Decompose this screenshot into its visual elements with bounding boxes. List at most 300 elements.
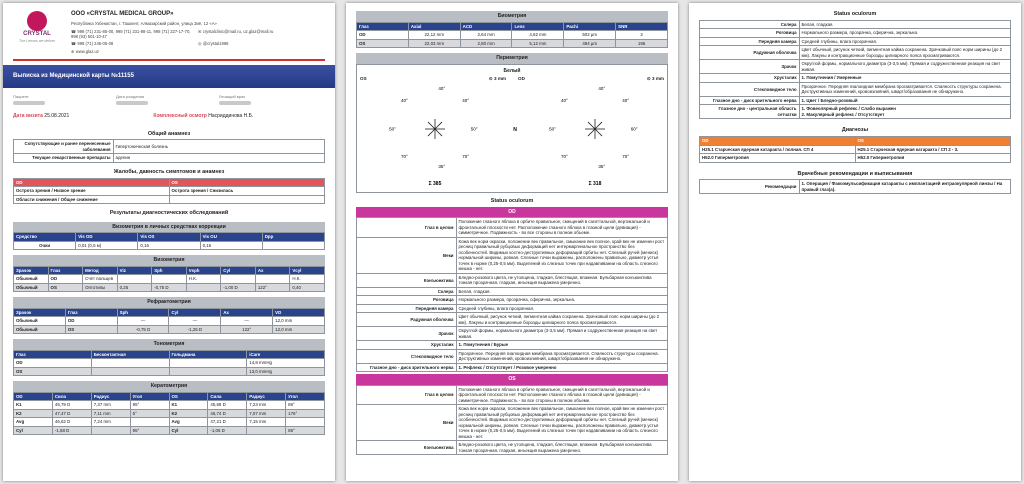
diagnoses-table bbox=[699, 136, 1011, 163]
col-header: ACD bbox=[460, 22, 512, 31]
diagnosis-od: H25.1 Старческая ядерная катаракта / полная. СП 4 bbox=[700, 145, 856, 154]
cell: 7,15 mm bbox=[247, 418, 286, 427]
refracto-table bbox=[13, 308, 325, 335]
status-value: Кожа век норм окраски, положение век правильное, смыкание век полное, край век не изменен рост ресниц правильный рубцовых деформаций нет интермаргинальное пространство без особенностей. Видимых костно-деструктивных деформаций орбиты нет. Слезный ручей (мениск) нормальной ширины, ровная. Слезные точки выражены, расположены правильно, диаметр устья точек в норме (0,25-0,5 мм). Выделений из слезных точек при надавливании на область слезного мешка - нет. bbox=[456, 237, 667, 273]
col-header: Сила bbox=[52, 392, 91, 401]
phones-1: ☎ 998 (71) 231-85-00, 998 (71) 231-88-11, 998 (71) 227-17-70, 998 (93) 501-10-47 bbox=[71, 28, 191, 39]
cell: 7,23 mm bbox=[247, 401, 286, 410]
cell: K1 bbox=[14, 401, 53, 410]
page-2 bbox=[346, 3, 678, 481]
eye-logo-icon bbox=[27, 11, 47, 31]
phones-1-text: 998 (71) 231-85-00, 998 (71) 231-88-11, 998 (71) 227-17-70, 998 (93) 501-10-47 bbox=[71, 28, 191, 39]
perimetry-ray bbox=[588, 129, 595, 136]
col-header: Метод bbox=[83, 266, 118, 275]
cell: 46,74 D bbox=[208, 409, 247, 418]
status-row bbox=[357, 363, 668, 372]
table-row bbox=[14, 359, 325, 368]
recommendations-table bbox=[699, 179, 1011, 194]
complaints-title: Жалобы, давность симптомов и анамнез bbox=[113, 168, 225, 175]
status-row bbox=[357, 405, 668, 441]
status-value: 1. Помутнения / Умеренные bbox=[799, 74, 1010, 83]
cell: 2 bbox=[616, 31, 668, 40]
perimetry-ray bbox=[595, 122, 602, 129]
status-row bbox=[357, 237, 668, 273]
cell bbox=[186, 283, 221, 292]
logo-name: CRYSTAL bbox=[23, 31, 51, 37]
perimetry-os-label: OS bbox=[360, 75, 367, 81]
col-header: Бесконтактная bbox=[91, 350, 169, 359]
col-header: Vis OS bbox=[138, 233, 200, 242]
cell: -1,06 D bbox=[208, 426, 247, 435]
status-key: Зрачок bbox=[700, 60, 800, 74]
status-row bbox=[700, 46, 1011, 60]
complaints-od-header: OD bbox=[14, 178, 170, 187]
status-row bbox=[357, 441, 668, 455]
visit-date: 25.08.2021 bbox=[44, 113, 70, 120]
cell: 122° bbox=[221, 325, 273, 334]
diagnosis-os: H25.1 Старческая ядерная катаракта / СП 2 - 3. bbox=[855, 145, 1011, 154]
social[interactable]: ◎ @crystal1998 bbox=[198, 41, 229, 47]
perimetry-os-total: Σ 385 bbox=[428, 181, 442, 188]
perimetry-angle-label: 40° bbox=[622, 98, 630, 104]
cell: 5° bbox=[130, 409, 169, 418]
cell: 95° bbox=[130, 426, 169, 435]
col-header: Гольдмана bbox=[169, 350, 247, 359]
cell bbox=[262, 241, 324, 250]
perimetry-ray bbox=[435, 122, 442, 129]
table-row bbox=[14, 367, 325, 376]
status-value: Белая, гладкая. bbox=[456, 287, 667, 296]
anamnesis-key: Текущие лекарственные препараты bbox=[14, 154, 114, 163]
status-row bbox=[357, 341, 668, 350]
anamnesis-title: Общий анамнез bbox=[147, 130, 191, 137]
status-value: 1. Помутнения / Бурые bbox=[456, 341, 667, 350]
status-key: Веки bbox=[357, 237, 457, 273]
cell: Avg bbox=[14, 418, 53, 427]
visit-info bbox=[3, 108, 335, 124]
status-key: Радужная оболочка bbox=[700, 46, 800, 60]
phones-2: ☎ 998 (71) 246-05-08 bbox=[71, 41, 114, 47]
website[interactable]: ⊕ www.glaz.uz bbox=[71, 48, 99, 54]
col-header: Pachi bbox=[564, 22, 616, 31]
status-key: Глазное дно - диск зрительного нерва bbox=[700, 96, 800, 105]
status-os-header: OS bbox=[356, 374, 668, 384]
status-value: Средней глубины, влага прозрачная. bbox=[456, 304, 667, 313]
biometry-title: Биометрия bbox=[356, 11, 668, 22]
patient-redacted bbox=[13, 101, 45, 105]
anamnesis-value: адепин bbox=[113, 154, 324, 163]
diagnoses-od-header: OD bbox=[700, 137, 856, 146]
table-row bbox=[14, 401, 325, 410]
header-divider bbox=[13, 59, 325, 61]
status-value: Нормального размера, прозрачна, сферична, зеркальна. bbox=[799, 29, 1010, 38]
visometry-title: Визометрия в личных средствах коррекции bbox=[13, 222, 325, 233]
recommendations-title: Врачебные рекомендации и выписывания bbox=[797, 170, 913, 177]
cell: 176° bbox=[286, 409, 325, 418]
status-key: Конъюнктива bbox=[357, 273, 457, 287]
col-header: Dpp bbox=[262, 233, 324, 242]
table-row bbox=[14, 409, 325, 418]
cell: Cyl bbox=[14, 426, 53, 435]
cell bbox=[117, 275, 152, 284]
dob-redacted bbox=[116, 101, 148, 105]
cell: Обычный bbox=[14, 275, 49, 284]
cell: -0,75 D bbox=[117, 325, 169, 334]
clinic-logo bbox=[13, 11, 61, 55]
cell: -1,00 D bbox=[221, 283, 256, 292]
cell: OS bbox=[14, 367, 92, 376]
status-os-table-continued bbox=[699, 20, 1011, 120]
exam-label: Комплексный осмотр bbox=[153, 113, 207, 120]
cell bbox=[221, 275, 256, 284]
status-key: Радужная оболочка bbox=[357, 313, 457, 327]
col-header: OS bbox=[169, 392, 208, 401]
cell: 45,79 D bbox=[52, 401, 91, 410]
status-value: Округлой формы, нормального диаметра (3-3,5 мм). Прямая и содружественная реакция на свет живая. bbox=[799, 60, 1010, 74]
cell: 196 bbox=[616, 39, 668, 48]
cell: 46,62 D bbox=[52, 418, 91, 427]
cell: K2 bbox=[169, 409, 208, 418]
kerato-title: Кератометрия bbox=[13, 381, 325, 392]
col-header: Глаз bbox=[65, 308, 117, 317]
perimetry-center-n: N bbox=[513, 127, 517, 134]
status-value: Бледно-розового цвета, не утолщена, гладкая, блестящая, влажная. Бульбарная конъюнктива тонкая прозрачная, гладкая, инъекция выражена умеренно. bbox=[456, 441, 667, 455]
email-text: crystalclinic@mail.ru, uz.glaz@mail.ru bbox=[202, 28, 274, 34]
cell: 5,12 mm bbox=[512, 39, 564, 48]
cell: — bbox=[221, 317, 273, 326]
col-header: Axial bbox=[408, 22, 460, 31]
logo-tagline: The Lenses we deliver bbox=[19, 38, 55, 43]
cell: Н.К. bbox=[186, 275, 221, 284]
table-row bbox=[14, 418, 325, 427]
cell: 12,0 mm bbox=[273, 317, 325, 326]
doctor-redacted bbox=[219, 101, 251, 105]
status-key: Хрусталик bbox=[357, 341, 457, 350]
results-title: Результаты диагностических обследований bbox=[109, 210, 229, 216]
col-header: Глаз bbox=[357, 22, 409, 31]
cell bbox=[130, 418, 169, 427]
table-row bbox=[700, 180, 1011, 194]
col-header: Vis OU bbox=[200, 233, 262, 242]
col-header: Sph bbox=[152, 266, 187, 275]
col-header: Угол bbox=[286, 392, 325, 401]
cell: -1,68 D bbox=[52, 426, 91, 435]
status-key: Веки bbox=[357, 405, 457, 441]
status-key: Хрусталик bbox=[700, 74, 800, 83]
status-row bbox=[357, 218, 668, 238]
cell: OS bbox=[48, 283, 83, 292]
cell bbox=[152, 275, 187, 284]
status-row bbox=[357, 287, 668, 296]
perimetry-ray bbox=[588, 122, 595, 129]
od-star-diagram bbox=[549, 86, 638, 169]
status-value: Цвет обычный, рисунок четкий, пигментная кайма сохранена. Зрачковый пояс норм ширины (до 2 мм). Лакуны и контракционные борозды цилиарного пояса просматриваются. bbox=[799, 46, 1010, 60]
status-key: Роговица bbox=[357, 296, 457, 305]
vis2-title: Визометрия bbox=[13, 255, 325, 266]
complaints-table bbox=[13, 178, 325, 205]
status-row bbox=[700, 20, 1011, 29]
cell: 0,40 bbox=[290, 283, 325, 292]
status-key: Глазное дно - центральная область сетчатки bbox=[700, 105, 800, 119]
col-header: Средство bbox=[14, 233, 76, 242]
col-header: Sph bbox=[117, 308, 169, 317]
table-row bbox=[700, 154, 1011, 163]
status-key: Глаз в целом bbox=[357, 385, 457, 405]
recommendations-text: 1. Операция / Факоэмульсификация катаракты с имплантацией интраокулярной линзы / На правый глаз(а). bbox=[799, 180, 1010, 194]
cell: Н.К. bbox=[290, 275, 325, 284]
cell bbox=[169, 367, 247, 376]
cell: 0,25 bbox=[117, 283, 152, 292]
col-header: OD bbox=[14, 392, 53, 401]
perimetry-angle-label: 40° bbox=[462, 98, 470, 104]
col-header: Радиус bbox=[91, 392, 130, 401]
kerato-table bbox=[13, 392, 325, 436]
col-header: Глаз bbox=[14, 350, 92, 359]
perimetry-angle-label: 70° bbox=[560, 154, 568, 160]
status-row bbox=[357, 273, 668, 287]
col-header: Сила bbox=[208, 392, 247, 401]
complaint-os bbox=[169, 195, 325, 204]
status-row bbox=[357, 296, 668, 305]
perimetry-angle-label: 40° bbox=[438, 86, 446, 92]
status-od-table bbox=[356, 217, 668, 372]
diagnoses-title: Диагнозы bbox=[841, 127, 869, 134]
cell bbox=[91, 359, 169, 368]
cell: — bbox=[117, 317, 169, 326]
col-header: VD bbox=[273, 308, 325, 317]
clinic-header bbox=[3, 3, 335, 59]
cell: 2,64 mm bbox=[460, 31, 512, 40]
status-row bbox=[700, 74, 1011, 83]
os-star-diagram bbox=[389, 86, 478, 169]
perimetry-angle-label: 35° bbox=[598, 164, 606, 170]
col-header: Зрачок bbox=[14, 308, 66, 317]
perimetry-ray bbox=[428, 122, 435, 129]
status-row bbox=[700, 60, 1011, 74]
perimetry-od-label: OD bbox=[518, 75, 525, 81]
status-value: Округлой формы, нормального диаметра (3-3,5 мм). Прямая и содружественная реакция на свет живая. bbox=[456, 327, 667, 341]
cell: 14,8 mmHg bbox=[247, 359, 325, 368]
table-row bbox=[14, 241, 325, 250]
diagnoses-os-header: OS bbox=[855, 137, 1011, 146]
status-row bbox=[700, 105, 1011, 119]
perimetry-chart bbox=[360, 81, 670, 189]
cell: 122° bbox=[255, 283, 290, 292]
table-row bbox=[14, 283, 325, 292]
anamnesis-key: Сопутствующие и ранее перенесенные заболевания bbox=[14, 140, 114, 154]
status-key: Глазное дно - диск зрительного нерва bbox=[357, 363, 457, 372]
status-value: Положение глазного яблока в орбите правильное, смещений в сагиттальной, вертикальной и фронтальной плоскости нет. Расположение глазного яблока в глазной щели (девиация) - симметричное. Подвижность - во все стороны в полном объеме. bbox=[456, 218, 667, 238]
website-text: www.glaz.uz bbox=[75, 48, 99, 54]
cell bbox=[255, 275, 290, 284]
cell: 22,12 mm bbox=[408, 31, 460, 40]
perimetry-ray bbox=[435, 129, 442, 136]
col-header: SNR bbox=[616, 22, 668, 31]
perimetry-angle-label: 60° bbox=[630, 127, 638, 133]
table-row bbox=[357, 31, 668, 40]
status-value: 1. Цвет / Бледно-розовый bbox=[799, 96, 1010, 105]
status-key: Стекловидное тело bbox=[700, 82, 800, 96]
visit-date-label: Дата визита bbox=[13, 113, 43, 120]
table-row bbox=[357, 39, 668, 48]
col-header: Cyl bbox=[169, 308, 221, 317]
anamnesis-table bbox=[13, 139, 325, 163]
status-os-table bbox=[356, 385, 668, 456]
email[interactable]: ✉ crystalclinic@mail.ru, uz.glaz@mail.ru bbox=[198, 28, 274, 34]
perimetry-angle-label: 70° bbox=[400, 154, 408, 160]
status-value: Положение глазного яблока в орбите правильное, смещений в сагиттальной, вертикальной и фронтальной плоскости нет. Расположение глазного яблока в глазной щели (девиация) - симметричное. Подвижность - во все стороны в полном объеме. bbox=[456, 385, 667, 405]
cell: — bbox=[169, 317, 221, 326]
cell: 47,47 D bbox=[52, 409, 91, 418]
clinic-info bbox=[61, 11, 325, 55]
status-value: Прозрачное. Передняя гиалоидная мембрана просматривается. Спаяность структуры сохранена. Деструктивных изменений, кровоизлияний, шварт/образования не обнаружено. bbox=[456, 349, 667, 363]
status-row bbox=[357, 385, 668, 405]
cell: Cyl bbox=[169, 426, 208, 435]
cell: OS bbox=[65, 325, 117, 334]
perimetry-angle-label: 35° bbox=[438, 164, 446, 170]
perimetry-od-total: Σ 318 bbox=[588, 181, 602, 188]
perimetry-ray bbox=[428, 129, 435, 136]
cell: 12,0 mm bbox=[273, 325, 325, 334]
status-row bbox=[357, 327, 668, 341]
table-row bbox=[700, 145, 1011, 154]
table-row bbox=[14, 275, 325, 284]
perimetry-color: Белый bbox=[503, 67, 521, 74]
patient-label: Пациент bbox=[13, 94, 29, 100]
table-row bbox=[14, 187, 325, 196]
table-row bbox=[14, 195, 325, 204]
status-key: Зрачок bbox=[357, 327, 457, 341]
perimetry-angle-label: 40° bbox=[598, 86, 606, 92]
cell: 7,24 mm bbox=[91, 418, 130, 427]
cell: Обычный bbox=[14, 283, 49, 292]
cell: OD bbox=[65, 317, 117, 326]
perimetry-os-total-value: 385 bbox=[433, 181, 442, 188]
perimetry-angle-label: 50° bbox=[389, 127, 396, 133]
status-value: Белая, гладкая. bbox=[799, 20, 1010, 29]
page-1 bbox=[3, 3, 335, 481]
perimetry-angle-label: 70° bbox=[622, 154, 630, 160]
cell: 22,03 mm bbox=[408, 39, 460, 48]
complaint-os: Острота зрения / Снизилась bbox=[169, 187, 325, 196]
cell: 13,0 mmHg bbox=[247, 367, 325, 376]
col-header: Глаз bbox=[48, 266, 83, 275]
cell bbox=[247, 426, 286, 435]
cell: OS bbox=[357, 39, 409, 48]
status-value: Бледно-розового цвета, не утолщена, гладкая, блестящая, влажная. Бульбарная конъюнктива тонкая прозрачная, гладкая, инъекция выражена умеренно. bbox=[456, 273, 667, 287]
biometry-table bbox=[356, 22, 668, 49]
status-value: Прозрачное. Передняя гиалоидная мембрана просматривается. Спаяность структуры сохранена. Деструктивных изменений, кровоизлияний, шварт/образования не обнаружено. bbox=[799, 82, 1010, 96]
cell: OD bbox=[48, 275, 83, 284]
doctor-label: Лечащий врач bbox=[218, 94, 246, 100]
clinic-name: ООО «CRYSTAL MEDICAL GROUP» bbox=[71, 11, 174, 17]
col-header: iCare bbox=[247, 350, 325, 359]
status-key: Склера bbox=[700, 20, 800, 29]
cell bbox=[91, 367, 169, 376]
col-header: Vis OD bbox=[76, 233, 138, 242]
refracto-title: Рефрактометрия bbox=[13, 297, 325, 308]
cell: Avg bbox=[169, 418, 208, 427]
col-header: Угол bbox=[130, 392, 169, 401]
diagnosis-os: H52.0 Гиперметропия bbox=[855, 154, 1011, 163]
document-title: Выписка из Медицинской карты №11155 bbox=[3, 65, 335, 89]
status-row bbox=[357, 313, 668, 327]
col-header: Vcyl bbox=[290, 266, 325, 275]
perimetry-od-total-value: 318 bbox=[593, 181, 602, 188]
complaints-os-header: OS bbox=[169, 178, 325, 187]
cell: 7,37 mm bbox=[91, 401, 130, 410]
status-od-header: OD bbox=[356, 207, 668, 217]
perimetry-title: Периметрия bbox=[356, 53, 668, 64]
cell: 86° bbox=[286, 401, 325, 410]
clinic-address: Республика Узбекистан, г. Ташкент, Алмазарский район, улица Зиё, 12 «А» bbox=[71, 20, 217, 26]
cell: 494 µm bbox=[564, 39, 616, 48]
cell: K1 bbox=[169, 401, 208, 410]
tono-title: Тонометрия bbox=[13, 339, 325, 350]
cell: 7,07 mm bbox=[247, 409, 286, 418]
cell: 0,01 (0,5 м) bbox=[76, 241, 138, 250]
status-value: 1. Фовеолярный рефлекс / Слабо выражен 2. Макулярный рефлекс / Отсутствует bbox=[799, 105, 1010, 119]
perimetry-os-size: 3 mm bbox=[493, 75, 506, 81]
perimetry-angle-label: 50° bbox=[549, 127, 556, 133]
perimetry-angle-label: 70° bbox=[462, 154, 470, 160]
col-header: Vsph bbox=[186, 266, 221, 275]
cell: Обычный bbox=[14, 325, 66, 334]
cell bbox=[286, 418, 325, 427]
phones-2-text: 998 (71) 246-05-08 bbox=[77, 41, 114, 47]
dob-label: Дата рождения bbox=[115, 94, 145, 100]
tono-table bbox=[13, 350, 325, 377]
social-text: @crystal1998 bbox=[202, 41, 229, 47]
status-row bbox=[700, 37, 1011, 46]
complaint-od: Области снижения / Общее снижение bbox=[14, 195, 170, 204]
table-row bbox=[14, 317, 325, 326]
table-row bbox=[14, 325, 325, 334]
cell: 45,68 D bbox=[208, 401, 247, 410]
perimetry-box: Белый OS ⊙ 3 mm OD ⊙ 3 mm 40° 40° 50° 50° 70° 70° 35° 40° 40° 40° 50° 60° 70° 70° 35° 40° N Σ 385 Σ 318 bbox=[356, 64, 668, 194]
vis2-table bbox=[13, 266, 325, 293]
col-header: Ax bbox=[221, 308, 273, 317]
col-header: Зрачок bbox=[14, 266, 49, 275]
recommendations-label: Рекомендации bbox=[700, 180, 800, 194]
status-key: Передняя камера bbox=[357, 304, 457, 313]
cell: Счёт пальцев bbox=[83, 275, 118, 284]
perimetry-ray bbox=[595, 129, 602, 136]
status-row bbox=[357, 349, 668, 363]
cell: -1,25 D bbox=[169, 325, 221, 334]
cell: Обычный bbox=[14, 317, 66, 326]
status-key: Конъюнктива bbox=[357, 441, 457, 455]
col-header: Cyl bbox=[221, 266, 256, 275]
status-row bbox=[357, 304, 668, 313]
anamnesis-value: Гипертоническая болезнь bbox=[113, 140, 324, 154]
status-value: 1. Рефлекс / Отсутствует / Розовое умеренно bbox=[456, 363, 667, 372]
status-key: Передняя камера bbox=[700, 37, 800, 46]
status-key: Роговица bbox=[700, 29, 800, 38]
diagnosis-od: H52.0 Гиперметропия bbox=[700, 154, 856, 163]
cell: K2 bbox=[14, 409, 53, 418]
status-key: Стекловидное тело bbox=[357, 349, 457, 363]
status-row bbox=[700, 82, 1011, 96]
status-row bbox=[700, 29, 1011, 38]
col-header: Viz bbox=[117, 266, 152, 275]
visometry-table bbox=[13, 232, 325, 250]
cell: 2,80 mm bbox=[460, 39, 512, 48]
status-value: Средней глубины, влага прозрачная. bbox=[799, 37, 1010, 46]
status-key: Глаз в целом bbox=[357, 218, 457, 238]
status-value: Нормального размера, прозрачна, сферична, зеркальна. bbox=[456, 296, 667, 305]
complaint-od: Острота зрения / Низкое зрение bbox=[14, 187, 170, 196]
